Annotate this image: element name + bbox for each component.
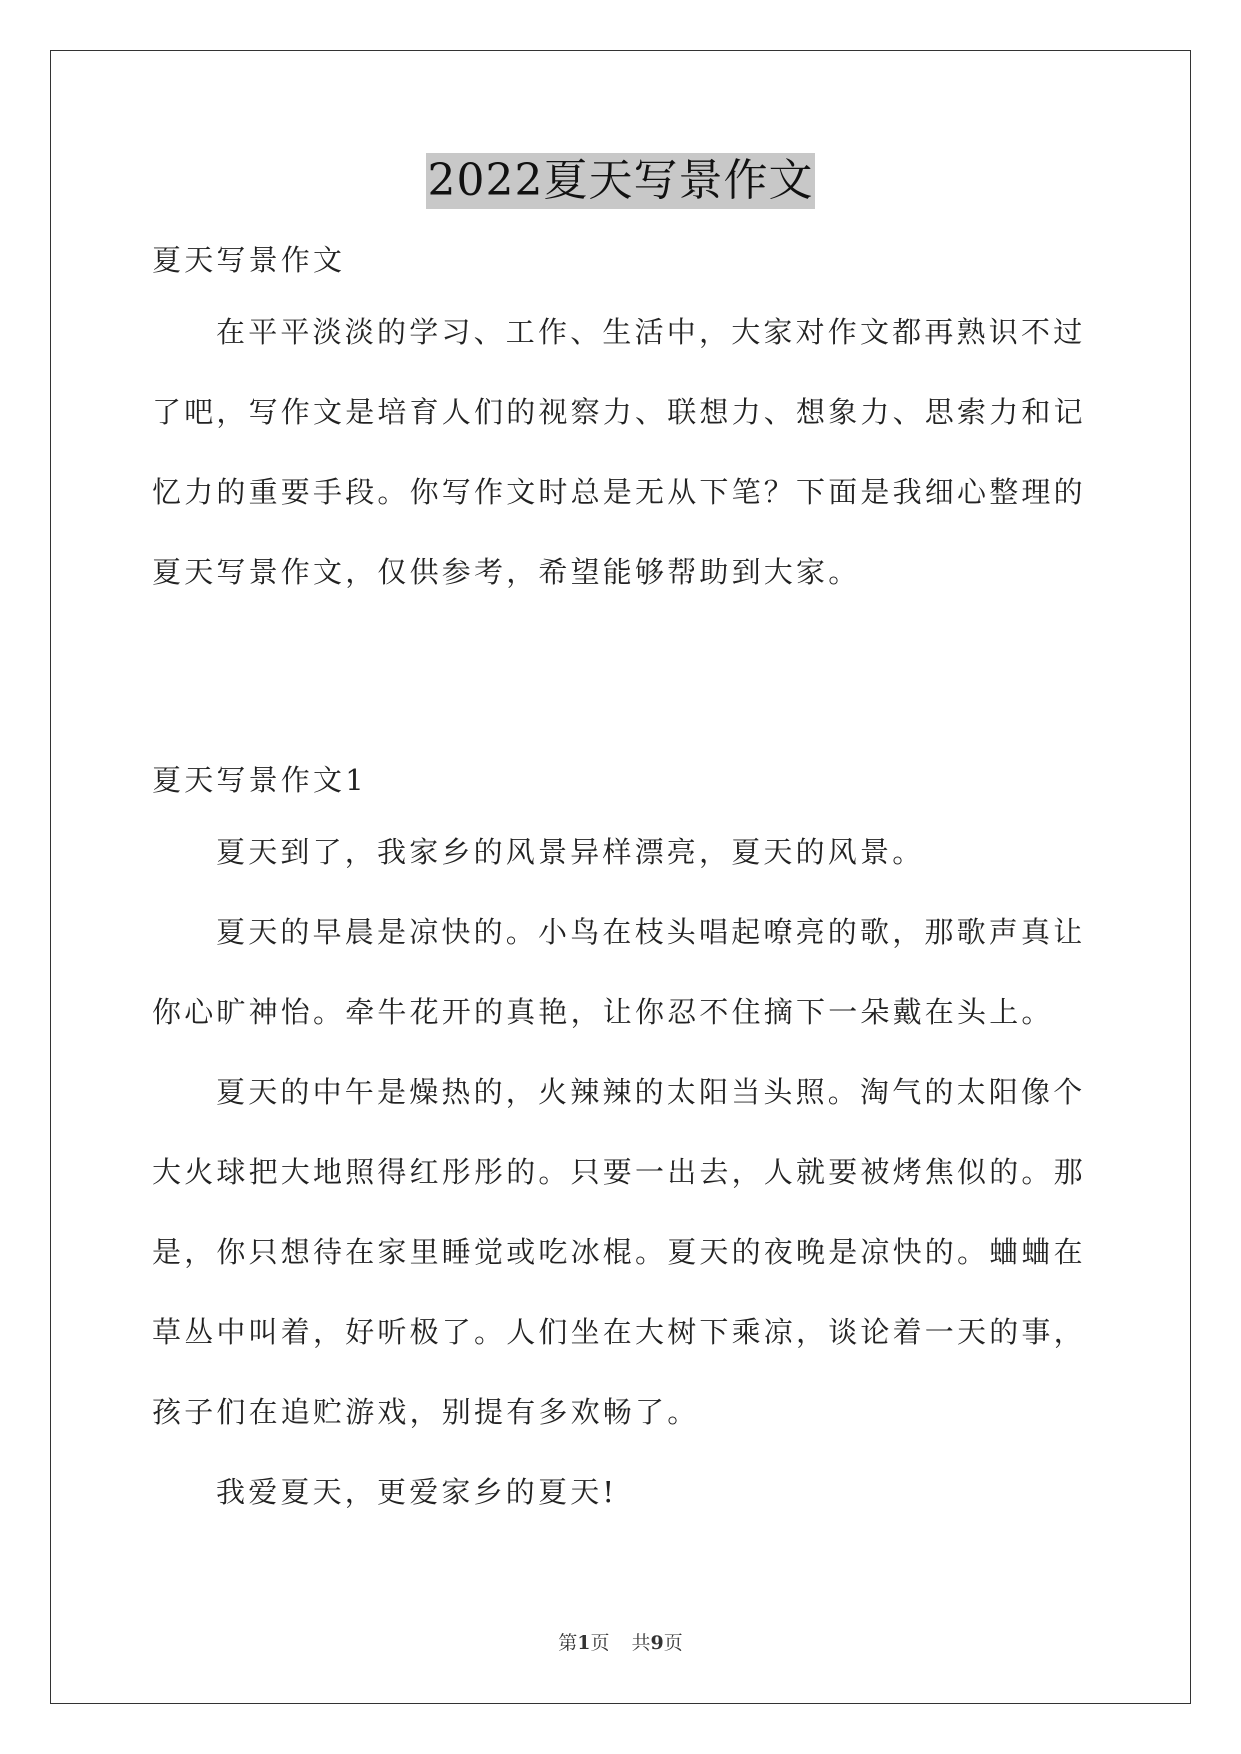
total-prefix: 共 [631,1632,651,1654]
page-prefix: 第 [558,1632,578,1654]
section-paragraph-1: 夏天到了，我家乡的风景异样漂亮，夏天的风景。 [216,835,925,869]
intro-paragraph: 在平平淡淡的学习、工作、生活中，大家对作文都再熟识不过了吧，写作文是培育人们的视察力、联想力、想象力、思索力和记忆力的重要手段。你写作文时总是无从下笔？下面是我细心整理的夏天写景作文，仅供参考，希望能够帮助到大家。 [152,315,1086,589]
page-total: 9 [650,1632,664,1654]
document-title: 2022夏天写景作文 [426,153,816,209]
section-heading: 夏天写景作文1 [152,763,367,797]
total-unit: 页 [663,1632,683,1654]
section-paragraph-2: 夏天的早晨是凉快的。小鸟在枝头唱起嘹亮的歌，那歌声真让你心旷神怡。牵牛花开的真艳，让你忍不住摘下一朵戴在头上。 [152,915,1086,1029]
section-paragraph-4: 我爱夏天，更爱家乡的夏天! [216,1475,618,1509]
subtitle: 夏天写景作文 [152,243,346,277]
page-number: 1 [577,1632,591,1654]
page-unit: 页 [590,1632,610,1654]
title-container [0,153,1241,209]
page-footer [0,1628,1241,1655]
section-paragraph-3: 夏天的中午是燥热的，火辣辣的太阳当头照。淘气的太阳像个大火球把大地照得红彤彤的。只要一出去，人就要被烤焦似的。那是，你只想待在家里睡觉或吃冰棍。夏天的夜晚是凉快的。蛐蛐在草丛中叫着，好听极了。人们坐在大树下乘凉，谈论着一天的事，孩子们在追贮游戏，别提有多欢畅了。 [152,1075,1086,1429]
